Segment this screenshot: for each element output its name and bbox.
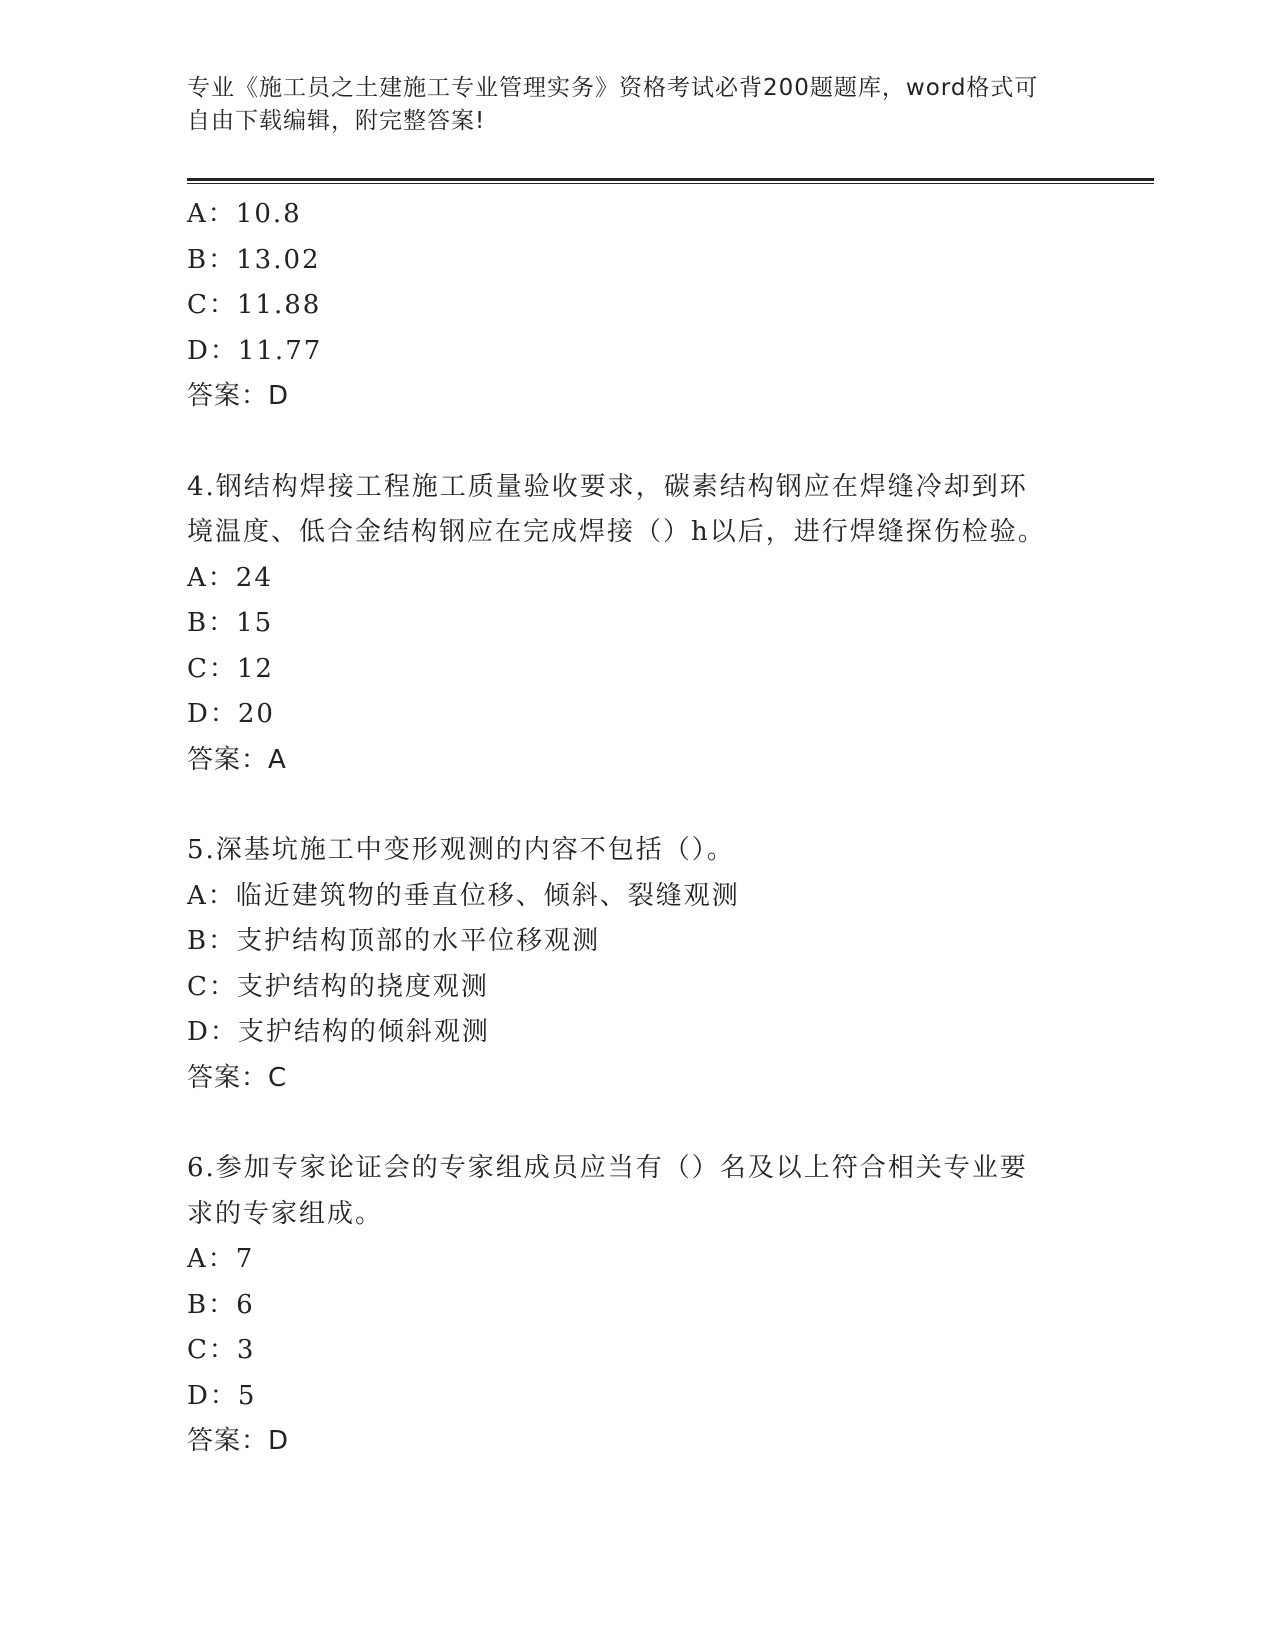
answer: 答案：D bbox=[187, 381, 290, 411]
option-c: C：11.88 bbox=[187, 290, 322, 320]
option-b: B：支护结构顶部的水平位移观测 bbox=[187, 926, 601, 956]
question-list bbox=[187, 192, 1147, 1465]
question-stem: 6.参加专家论证会的专家组成员应当有（）名及以上符合相关专业要 bbox=[187, 1153, 1028, 1183]
answer: 答案：D bbox=[187, 1426, 290, 1456]
header-divider-thin bbox=[187, 183, 1154, 184]
option-d: D：5 bbox=[187, 1380, 257, 1411]
question-stem: 5.深基坑施工中变形观测的内容不包括（）。 bbox=[187, 835, 735, 865]
header-line-1: 专业《施工员之土建施工专业管理实务》资格考试必背200题题库，word格式可 bbox=[187, 75, 1039, 101]
option-d: D：11.77 bbox=[187, 335, 323, 366]
question-6 bbox=[187, 1146, 1147, 1465]
question-4 bbox=[187, 465, 1147, 784]
header-divider-thick bbox=[187, 178, 1154, 181]
option-a: A：24 bbox=[187, 562, 273, 593]
option-a: A：7 bbox=[187, 1244, 255, 1274]
answer: 答案：A bbox=[187, 744, 287, 775]
option-b: B：13.02 bbox=[187, 244, 321, 275]
option-a: A：临近建筑物的垂直位移、倾斜、裂缝观测 bbox=[187, 880, 740, 911]
option-c: C：12 bbox=[187, 653, 274, 684]
question-stem: 4.钢结构焊接工程施工质量验收要求，碳素结构钢应在焊缝冷却到环 bbox=[187, 471, 1028, 502]
option-c: C：支护结构的挠度观测 bbox=[187, 971, 489, 1002]
option-a: A：10.8 bbox=[187, 199, 302, 229]
question-5 bbox=[187, 828, 1147, 1101]
document-header bbox=[187, 72, 1067, 138]
question-stem-continued: 求的专家组成。 bbox=[187, 1198, 384, 1229]
spacer bbox=[187, 420, 1147, 465]
option-d: D：支护结构的倾斜观测 bbox=[187, 1017, 490, 1047]
spacer bbox=[187, 783, 1147, 828]
spacer bbox=[187, 1101, 1147, 1146]
question-3 bbox=[187, 192, 1147, 420]
option-d: D：20 bbox=[187, 699, 275, 729]
answer: 答案：C bbox=[187, 1062, 288, 1093]
question-stem-continued: 境温度、低合金结构钢应在完成焊接（）h以后，进行焊缝探伤检验。 bbox=[187, 517, 1046, 547]
option-b: B：6 bbox=[187, 1289, 255, 1320]
option-c: C：3 bbox=[187, 1335, 256, 1365]
option-b: B：15 bbox=[187, 608, 274, 638]
header-line-2: 自由下载编辑，附完整答案! bbox=[187, 108, 486, 134]
